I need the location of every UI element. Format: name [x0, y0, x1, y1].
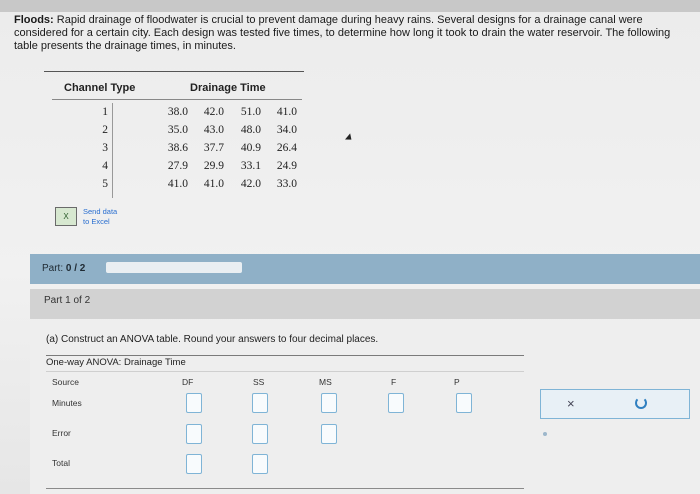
drainage-time-cell: 27.9	[167, 160, 188, 172]
problem-statement	[14, 14, 690, 53]
anova-title: One-way ANOVA: Drainage Time	[46, 357, 186, 368]
col-f: F	[391, 377, 397, 387]
drainage-time-cell: 26.4	[276, 142, 297, 154]
drainage-time-cell: 29.9	[203, 160, 224, 172]
col-p: P	[454, 377, 460, 387]
part-progress-bar	[30, 254, 700, 284]
drainage-time-cell: 38.6	[167, 142, 188, 154]
channel-type-cell: 1	[102, 106, 108, 118]
close-icon[interactable]: ×	[567, 396, 575, 411]
part-label-text: Part:	[42, 263, 64, 274]
drainage-time-cell: 35.0	[167, 124, 188, 136]
df-minutes-input[interactable]	[186, 393, 202, 413]
undo-icon[interactable]	[635, 397, 647, 409]
problem-text: Rapid drainage of floodwater is crucial to prevent damage during heavy rains. Several designs for a drainage canal were considered for a certain city. Each design was tested five times, to determine how long it took to drain the water reservoir. The following table presents the drainage times, in minutes.	[14, 14, 671, 52]
col-ss: SS	[253, 377, 265, 387]
channel-type-cell: 2	[102, 124, 108, 136]
part1-header[interactable]	[30, 289, 700, 319]
drainage-time-cell: 42.0	[240, 178, 261, 190]
channel-type-cell: 5	[102, 178, 108, 190]
drainage-time-cell: 33.0	[276, 178, 297, 190]
excel-link-line2: to Excel	[83, 217, 110, 226]
mouse-pointer-icon	[345, 133, 354, 142]
part1-label: Part 1 of 2	[44, 295, 91, 306]
table-vertical-rule	[112, 103, 113, 198]
ss-error-input[interactable]	[252, 424, 268, 444]
header-channel-type: Channel Type	[64, 82, 136, 94]
drainage-time-cell: 42.0	[203, 106, 224, 118]
col-ms: MS	[319, 377, 332, 387]
header-drainage-time: Drainage Time	[190, 82, 266, 94]
drainage-time-cell: 24.9	[276, 160, 297, 172]
drainage-time-cell: 48.0	[240, 124, 261, 136]
indicator-dot	[543, 432, 547, 436]
drainage-time-cell: 40.9	[240, 142, 261, 154]
table-header-rule	[52, 99, 302, 100]
row-total: Total	[52, 458, 70, 468]
excel-icon[interactable]: X	[55, 207, 77, 226]
drainage-time-cell: 38.0	[167, 106, 188, 118]
channel-type-cell: 4	[102, 160, 108, 172]
f-input[interactable]	[388, 393, 404, 413]
progress-track	[106, 262, 242, 273]
send-to-excel-link[interactable]	[83, 207, 117, 227]
ms-minutes-input[interactable]	[321, 393, 337, 413]
part-progress-text: 0 / 2	[65, 263, 86, 274]
divider	[46, 355, 524, 356]
drainage-time-cell: 41.0	[276, 106, 297, 118]
channel-type-cell: 3	[102, 142, 108, 154]
col-source: Source	[52, 377, 79, 387]
drainage-time-cell: 37.7	[203, 142, 224, 154]
p-input[interactable]	[456, 393, 472, 413]
action-panel	[540, 389, 690, 419]
problem-lead: Floods:	[14, 14, 54, 26]
ms-error-input[interactable]	[321, 424, 337, 444]
df-total-input[interactable]	[186, 454, 202, 474]
ss-total-input[interactable]	[252, 454, 268, 474]
divider	[46, 488, 524, 489]
row-error: Error	[52, 428, 71, 438]
drainage-time-cell: 41.0	[167, 178, 188, 190]
excel-link-line1: Send data	[83, 207, 118, 216]
row-minutes: Minutes	[52, 398, 82, 408]
drainage-time-cell: 33.1	[240, 160, 261, 172]
question-instruction: (a) Construct an ANOVA table. Round your answers to four decimal places.	[46, 334, 379, 345]
df-error-input[interactable]	[186, 424, 202, 444]
divider	[46, 371, 524, 372]
drainage-time-cell: 43.0	[203, 124, 224, 136]
ss-minutes-input[interactable]	[252, 393, 268, 413]
drainage-time-cell: 41.0	[203, 178, 224, 190]
col-df: DF	[182, 377, 194, 387]
divider	[44, 71, 304, 72]
drainage-time-cell: 51.0	[240, 106, 261, 118]
top-strip	[0, 0, 700, 12]
part-label	[42, 263, 85, 274]
drainage-time-cell: 34.0	[276, 124, 297, 136]
